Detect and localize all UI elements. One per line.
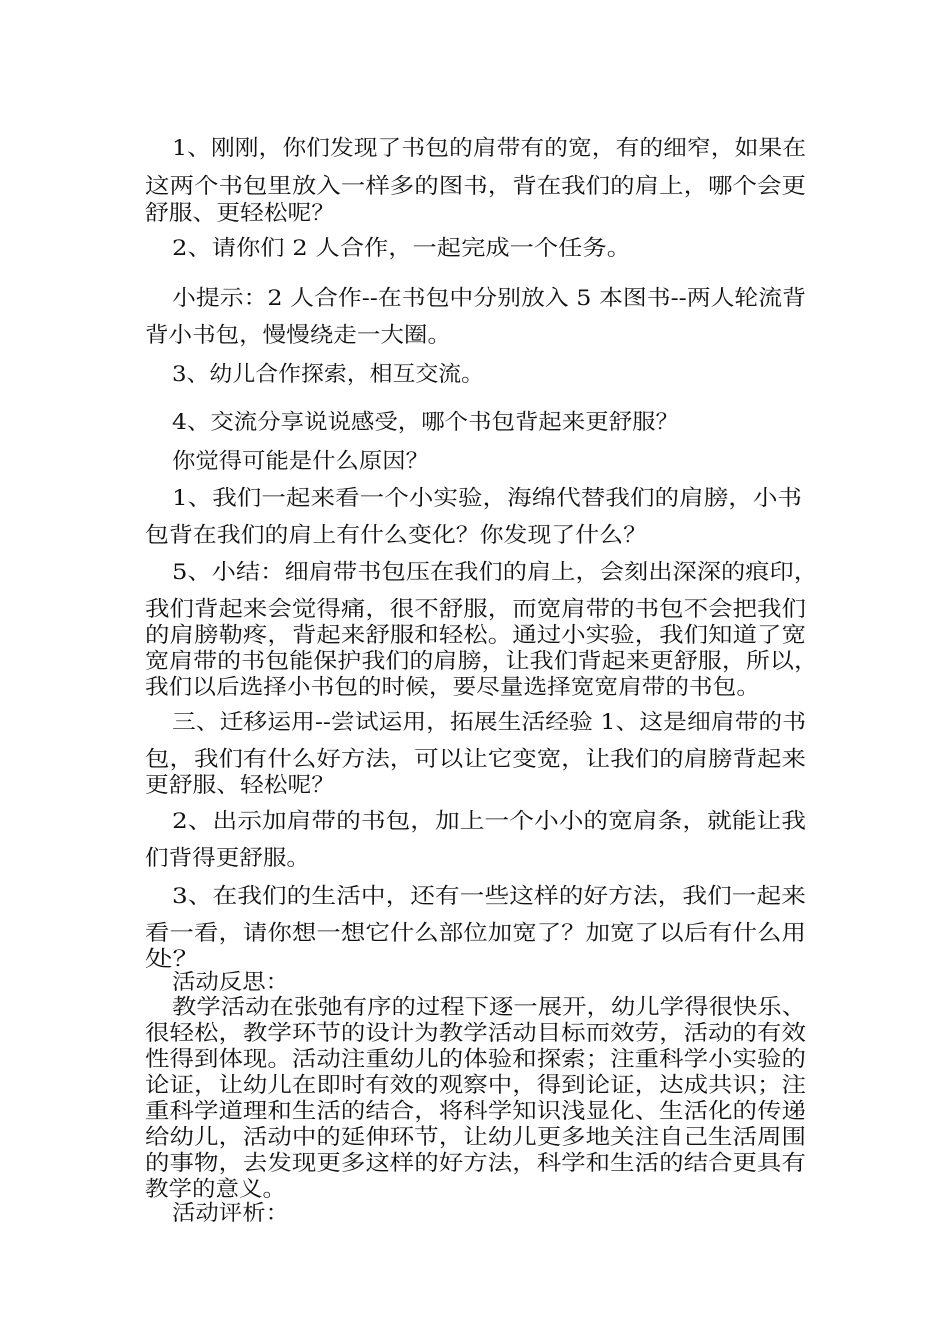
paragraph-line: 三、迁移运用--尝试运用，拓展生活经验 1、这是细肩带的书 xyxy=(172,710,806,735)
paragraph-line: 们背得更舒服。 xyxy=(145,846,310,871)
paragraph-line: 4、交流分享说说感受，哪个书包背起来更舒服？ xyxy=(172,410,679,435)
paragraph-line: 处？ xyxy=(145,947,200,972)
paragraph-line: 教学活动在张弛有序的过程下逐一展开，幼儿学得很快乐、 xyxy=(172,995,806,1020)
paragraph-line: 给幼儿，活动中的延伸环节，让幼儿更多地关注自己生活周围 xyxy=(145,1125,806,1150)
paragraph-line: 的肩膀勒疼，背起来舒服和轻松。通过小实验，我们知道了宽 xyxy=(145,623,806,648)
paragraph-line: 这两个书包里放入一样多的图书，背在我们的肩上，哪个会更 xyxy=(145,174,806,199)
paragraph-line: 5、小结：细肩带书包压在我们的肩上，会刻出深深的痕印， xyxy=(172,560,818,585)
paragraph-line: 很轻松，教学环节的设计为教学活动目标而效劳，活动的有效 xyxy=(145,1021,806,1046)
paragraph-line: 背小书包，慢慢绕走一大圈。 xyxy=(145,323,451,348)
section-heading: 活动评析： xyxy=(172,1201,289,1226)
paragraph-line: 1、刚刚，你们发现了书包的肩带有的宽，有的细窄，如果在 xyxy=(172,136,806,161)
paragraph-line: 小提示：2 人合作--在书包中分别放入 5 本图书--两人轮流背 xyxy=(172,286,806,311)
paragraph-line: 论证，让幼儿在即时有效的观察中，得到论证，达成共识；注 xyxy=(145,1073,806,1098)
paragraph-line: 我们以后选择小书包的时候，要尽量选择宽宽肩带的书包。 xyxy=(145,675,760,700)
paragraph-line: 宽肩带的书包能保护我们的肩膀，让我们背起来更舒服，所以， xyxy=(145,649,818,674)
paragraph-line: 重科学道理和生活的结合，将科学知识浅显化、生活化的传递 xyxy=(145,1099,806,1124)
paragraph-line: 更舒服、轻松呢？ xyxy=(145,773,335,798)
paragraph-line: 3、幼儿合作探索，相互交流。 xyxy=(172,362,484,387)
paragraph-line: 教学的意义。 xyxy=(145,1177,286,1202)
paragraph-line: 包，我们有什么好方法，可以让它变宽，让我们的肩膀背起来 xyxy=(145,747,806,772)
paragraph-line: 你觉得可能是什么原因？ xyxy=(172,449,429,474)
paragraph-line: 我们背起来会觉得痛，很不舒服，而宽肩带的书包不会把我们 xyxy=(145,597,806,622)
paragraph-line: 舒服、更轻松呢？ xyxy=(145,201,335,226)
paragraph-line: 2、出示加肩带的书包，加上一个小小的宽肩条，就能让我 xyxy=(172,809,806,834)
paragraph-line: 的事物，去发现更多这样的好方法，科学和生活的结合更具有 xyxy=(145,1151,806,1176)
paragraph-line: 性得到体现。活动注重幼儿的体验和探索；注重科学小实验的 xyxy=(145,1047,806,1072)
paragraph-line: 3、在我们的生活中，还有一些这样的好方法，我们一起来 xyxy=(172,884,806,909)
section-heading: 活动反思： xyxy=(172,970,289,995)
paragraph-line: 2、请你们 2 人合作，一起完成一个任务。 xyxy=(172,236,631,261)
paragraph-line: 看一看，请你想一想它什么部位加宽了？加宽了以后有什么用 xyxy=(145,921,806,946)
paragraph-line: 包背在我们的肩上有什么变化？你发现了什么？ xyxy=(145,523,647,548)
paragraph-line: 1、我们一起来看一个小实验，海绵代替我们的肩膀，小书 xyxy=(172,486,802,511)
